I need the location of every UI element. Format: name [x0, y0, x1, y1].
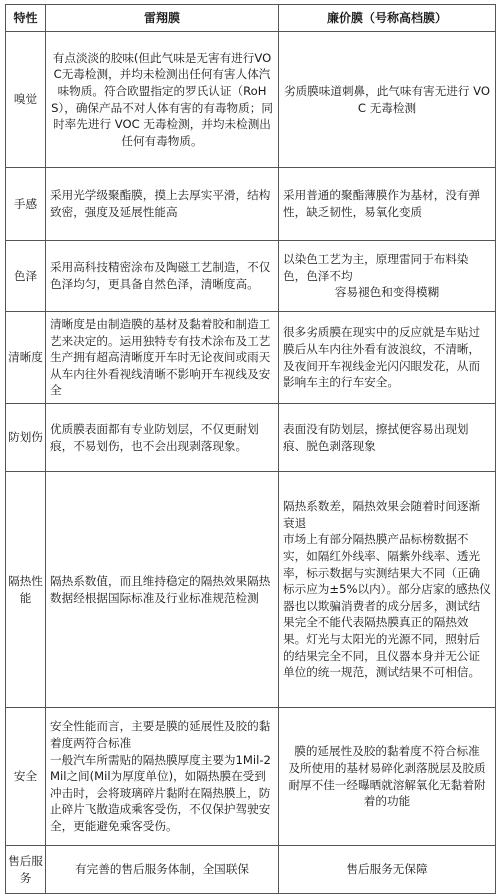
feature-cell: 安全 [6, 708, 46, 846]
cheap-cell [279, 708, 496, 846]
cell-text: 有完善的售后服务体制，全国联保 [75, 862, 249, 877]
cell-text: 采用普通的聚酯薄膜作为基材，没有弹性，缺乏韧性，易氧化变质 [283, 188, 481, 219]
header-cheap: 廉价膜（号称高档膜） [279, 5, 496, 32]
cell-text: 有点淡淡的胶味(但此气味是无害有进行VOC无毒检测，并均未检测出任何有害人体汽味物质。符合欧盟指定的罗氏认证（RoHS），确保产品不对人体有害的有毒物质；同时率先进行 VOC 无毒检测，并均未检测出任何有毒物质。 [51, 50, 273, 148]
table-row [6, 241, 496, 312]
leixiang-cell [46, 168, 279, 241]
table-row [6, 312, 496, 404]
cell-text: 清晰度是由制造膜的基材及黏着胶和制造工艺来决定的。运用独特专有技术涂布及工艺生产拥有超高清晰度开车时无论夜间或雨天从车内往外看视线清晰不影响开车视线及安全 [50, 317, 271, 398]
cell-text: 表面没有防划层，擦拭便容易出现划痕、脱色剥落现象 [283, 421, 469, 453]
leixiang-cell [46, 708, 279, 846]
cell-text: 优质膜表面都有专业防划层，不仅更耐划痕，不易划伤，也不会出现剥落现象。 [50, 421, 259, 453]
cell-text: 膜的延展性及胶的黏着度不符合标准 [294, 744, 480, 759]
cell-text: 采用光学级聚酯膜，摸上去厚实平滑，结构致密，强度及延展性能高 [50, 188, 271, 219]
cell-text: 及所使用的基材易碎化剥落脱层及胶质耐厚不佳一经曝晒就溶解氧化无黏着附着的功能 [288, 760, 486, 809]
cell-text: 安全性能而言，主要是膜的延展性及胶的黏着度两符合标准 [50, 719, 271, 751]
table-row [6, 846, 496, 894]
feature-cell: 防划伤 [6, 404, 46, 472]
cheap-cell [279, 32, 496, 168]
table-row [6, 708, 496, 846]
cell-text: 以染色工艺为主，原理雷同于布料染色，色泽不均 [283, 252, 469, 283]
cheap-cell [279, 168, 496, 241]
cell-text: 劣质膜味道刺鼻，此气味有害无进行 VOC 无毒检测 [283, 83, 491, 115]
feature-cell: 手感 [6, 168, 46, 241]
feature-cell: 嗅觉 [6, 32, 46, 168]
cheap-cell [279, 312, 496, 404]
header-row [6, 5, 496, 32]
cell-text: 隔热系数差，隔热效果会随着时间逐渐衰退 [283, 499, 481, 530]
leixiang-cell [46, 32, 279, 168]
leixiang-cell [46, 241, 279, 312]
cell-text: 售后服务无保障 [346, 862, 428, 877]
comparison-table [5, 4, 496, 894]
cheap-cell [279, 472, 496, 708]
leixiang-cell [46, 404, 279, 472]
cheap-cell [279, 241, 496, 312]
leixiang-cell [46, 846, 279, 894]
leixiang-cell [46, 312, 279, 404]
feature-cell: 色泽 [6, 241, 46, 312]
cheap-cell [279, 846, 496, 894]
feature-cell: 隔热性能 [6, 472, 46, 708]
feature-cell: 清晰度 [6, 312, 46, 404]
header-feature: 特性 [6, 5, 46, 32]
cell-text: 很多劣质膜在现实中的反应就是车贴过膜后从车内往外看有波浪纹，不清晰，及夜间开车视线金光闪闪眼发花，从而影响车主的行车安全。 [283, 325, 481, 390]
leixiang-cell [46, 472, 279, 708]
table-row [6, 168, 496, 241]
cell-text: 采用高科技精密涂布及陶磁工艺制造，不仅色泽均匀，更具备自然色泽，清晰度高。 [50, 260, 271, 291]
cell-text: 市场上有部分隔热膜产品标榜数据不实，如隔红外线率、隔紫外线率、透光率，标示数据与实测结果大不同（正确标示应为±5%以内）。部分店家的感热仪器也以欺骗消费者的成分居多，测试结果完全不能代表隔热膜真正的隔热效果。灯光与太阳光的光源不同，照射后的结果完全不同，且仪器本身并无公证单位的统一规范，测试结果不可相信。 [283, 532, 491, 680]
cell-text: 容易褪色和变得模糊 [334, 285, 440, 300]
header-leixiang: 雷翔膜 [46, 5, 279, 32]
feature-cell: 售后服务 [6, 846, 46, 894]
table-row [6, 404, 496, 472]
table-row [6, 32, 496, 168]
cell-text: 一般汽车所需贴的隔热膜厚度主要为1Mil-2Mil之间(Mil为厚度单位)，如隔热膜在受到冲击时，会将玻璃碎片黏附在隔热膜上，防止碎片飞散造成乘客受伤，不仅保护驾驶安全，更能避免乘客受伤。 [50, 752, 271, 833]
table-row [6, 472, 496, 708]
cell-text: 隔热系数值，而且维持稳定的隔热效果隔热数据经根据国际标准及行业标准规范检测 [50, 573, 271, 605]
cheap-cell [279, 404, 496, 472]
